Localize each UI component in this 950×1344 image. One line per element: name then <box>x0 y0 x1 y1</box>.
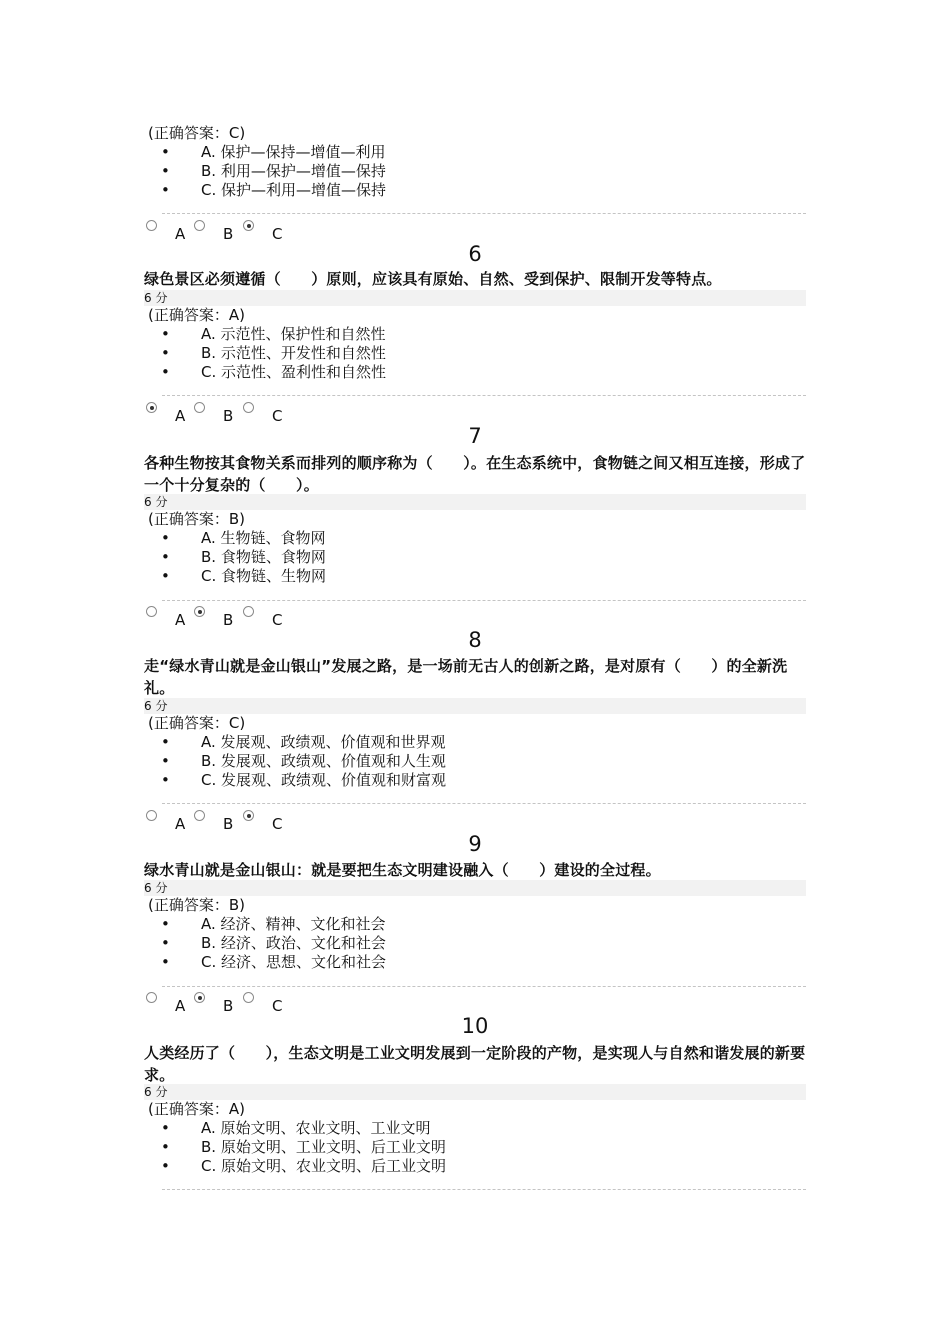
radio-label-a: A <box>175 407 186 425</box>
correct-answer: (正确答案：A) <box>148 306 245 324</box>
option-item <box>0 953 950 972</box>
option-text: C. 食物链、生物网 <box>201 567 327 585</box>
divider <box>162 803 806 804</box>
answer-radio-group <box>0 992 950 1015</box>
bullet-icon: • <box>161 752 170 770</box>
radio-option-a[interactable] <box>146 606 157 617</box>
radio-label-c: C <box>272 611 283 629</box>
question-number: 8 <box>468 628 482 652</box>
radio-label-a: A <box>175 225 186 243</box>
option-item <box>0 325 950 344</box>
question-score: 6 分 <box>144 495 168 509</box>
option-item <box>0 915 950 934</box>
option-text: B. 发展观、政绩观、价值观和人生观 <box>201 752 446 770</box>
option-text: A. 生物链、食物网 <box>201 529 326 547</box>
radio-label-c: C <box>272 815 283 833</box>
option-text: A. 发展观、政绩观、价值观和世界观 <box>201 733 446 751</box>
option-item <box>0 363 950 382</box>
radio-option-a[interactable] <box>146 810 157 821</box>
question-text: 各种生物按其食物关系而排列的顺序称为（ ）。在生态系统中，食物链之间又相互连接，形成了一个十分复杂的（ ）。 <box>144 454 806 494</box>
radio-option-c[interactable] <box>243 606 254 617</box>
correct-answer: (正确答案：C) <box>148 714 246 732</box>
option-text: B. 利用—保护—增值—保持 <box>201 162 386 180</box>
question-score: 6 分 <box>144 699 168 713</box>
radio-label-b: B <box>223 407 234 425</box>
bullet-icon: • <box>161 1138 170 1156</box>
option-text: A. 保护—保持—增值—利用 <box>201 143 386 161</box>
bullet-icon: • <box>161 771 170 789</box>
divider <box>162 395 806 396</box>
option-item <box>0 567 950 586</box>
bullet-icon: • <box>161 344 170 362</box>
bullet-icon: • <box>161 953 170 971</box>
divider <box>162 986 806 987</box>
divider <box>162 600 806 601</box>
option-item <box>0 1119 950 1138</box>
score-bar <box>144 880 806 896</box>
answer-radio-group <box>0 810 950 833</box>
option-item <box>0 1138 950 1157</box>
bullet-icon: • <box>161 733 170 751</box>
question-score: 6 分 <box>144 1085 168 1099</box>
option-item <box>0 733 950 752</box>
question-text: 走“绿水青山就是金山银山”发展之路，是一场前无古人的创新之路，是对原有（ ）的全新洗礼。 <box>144 657 788 697</box>
radio-option-b[interactable] <box>194 810 205 821</box>
bullet-icon: • <box>161 325 170 343</box>
option-item <box>0 529 950 548</box>
option-item <box>0 771 950 790</box>
correct-answer: (正确答案：A) <box>148 1100 245 1118</box>
bullet-icon: • <box>161 1157 170 1175</box>
option-text: B. 示范性、开发性和自然性 <box>201 344 386 362</box>
option-text: C. 示范性、盈利性和自然性 <box>201 363 387 381</box>
option-item <box>0 548 950 567</box>
question-score: 6 分 <box>144 291 168 305</box>
option-text: A. 经济、精神、文化和社会 <box>201 915 386 933</box>
question-number: 6 <box>468 242 482 266</box>
radio-label-c: C <box>272 225 283 243</box>
score-bar <box>144 698 806 714</box>
radio-option-c[interactable] <box>243 402 254 413</box>
radio-option-c[interactable] <box>243 810 254 821</box>
radio-label-c: C <box>272 997 283 1015</box>
divider <box>162 213 806 214</box>
question-score: 6 分 <box>144 881 168 895</box>
option-text: C. 发展观、政绩观、价值观和财富观 <box>201 771 447 789</box>
radio-option-a[interactable] <box>146 220 157 231</box>
bullet-icon: • <box>161 548 170 566</box>
option-item <box>0 162 950 181</box>
correct-answer: (正确答案：C) <box>148 124 246 142</box>
answer-radio-group <box>0 220 950 243</box>
score-bar <box>144 290 806 306</box>
option-item <box>0 752 950 771</box>
radio-label-b: B <box>223 815 234 833</box>
bullet-icon: • <box>161 181 170 199</box>
bullet-icon: • <box>161 934 170 952</box>
question-number: 9 <box>468 832 482 856</box>
option-item <box>0 344 950 363</box>
bullet-icon: • <box>161 143 170 161</box>
option-text: C. 原始文明、农业文明、后工业文明 <box>201 1157 447 1175</box>
question-text: 绿色景区必须遵循（ ）原则，应该具有原始、自然、受到保护、限制开发等特点。 <box>144 270 722 288</box>
radio-option-b[interactable] <box>194 402 205 413</box>
radio-label-a: A <box>175 997 186 1015</box>
option-text: A. 原始文明、农业文明、工业文明 <box>201 1119 431 1137</box>
radio-option-a[interactable] <box>146 402 157 413</box>
option-text: B. 食物链、食物网 <box>201 548 326 566</box>
option-text: B. 原始文明、工业文明、后工业文明 <box>201 1138 446 1156</box>
bullet-icon: • <box>161 162 170 180</box>
question-text: 人类经历了（ ），生态文明是工业文明发展到一定阶段的产物，是实现人与自然和谐发展的新要求。 <box>144 1044 806 1084</box>
score-bar <box>144 1084 806 1100</box>
bullet-icon: • <box>161 363 170 381</box>
option-text: B. 经济、政治、文化和社会 <box>201 934 386 952</box>
correct-answer: (正确答案：B) <box>148 896 245 914</box>
option-item <box>0 934 950 953</box>
radio-option-b[interactable] <box>194 992 205 1003</box>
radio-option-c[interactable] <box>243 220 254 231</box>
radio-option-a[interactable] <box>146 992 157 1003</box>
answer-radio-group <box>0 402 950 425</box>
question-number: 7 <box>468 424 482 448</box>
option-item <box>0 143 950 162</box>
option-item <box>0 181 950 200</box>
radio-option-c[interactable] <box>243 992 254 1003</box>
option-text: C. 保护—利用—增值—保持 <box>201 181 387 199</box>
radio-label-b: B <box>223 611 234 629</box>
option-text: C. 经济、思想、文化和社会 <box>201 953 387 971</box>
bullet-icon: • <box>161 529 170 547</box>
divider <box>162 1189 806 1190</box>
radio-label-c: C <box>272 407 283 425</box>
question-text: 绿水青山就是金山银山：就是要把生态文明建设融入（ ）建设的全过程。 <box>144 861 661 879</box>
radio-label-b: B <box>223 997 234 1015</box>
radio-label-b: B <box>223 225 234 243</box>
radio-option-b[interactable] <box>194 606 205 617</box>
radio-label-a: A <box>175 611 186 629</box>
bullet-icon: • <box>161 567 170 585</box>
option-text: A. 示范性、保护性和自然性 <box>201 325 386 343</box>
answer-radio-group <box>0 606 950 629</box>
correct-answer: (正确答案：B) <box>148 510 245 528</box>
radio-option-b[interactable] <box>194 220 205 231</box>
question-number: 10 <box>461 1014 489 1038</box>
score-bar <box>144 494 806 510</box>
bullet-icon: • <box>161 1119 170 1137</box>
bullet-icon: • <box>161 915 170 933</box>
option-item <box>0 1157 950 1176</box>
radio-label-a: A <box>175 815 186 833</box>
